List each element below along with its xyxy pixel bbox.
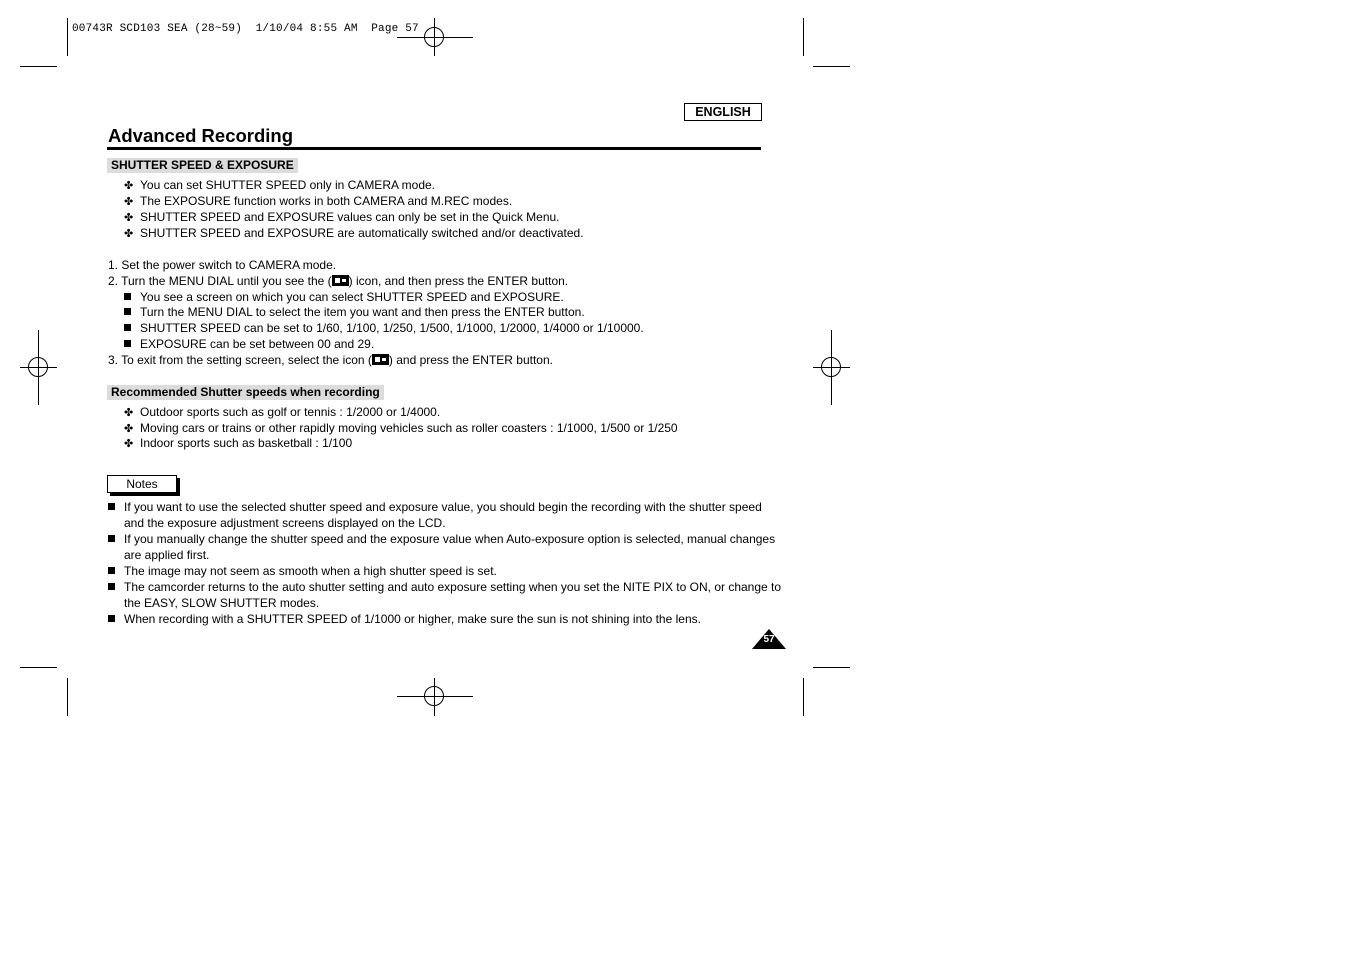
cross-bullet-icon: ✤: [124, 180, 134, 192]
cross-bullet-icon: ✤: [124, 212, 134, 224]
square-bullet-icon: [108, 503, 115, 510]
step-1: 1. Set the power switch to CAMERA mode.: [108, 258, 337, 272]
square-bullet-icon: [124, 308, 131, 315]
note-item: If you manually change the shutter speed and the exposure value when Auto-exposure option is selected, manual changes: [108, 532, 775, 547]
registration-mark-right: [821, 357, 841, 377]
list-item: ✤ Outdoor sports such as golf or tennis : 1/2000 or 1/4000.: [124, 405, 441, 419]
list-item: ✤ Moving cars or trains or other rapidly moving vehicles such as roller coasters : 1/1000, 1/500 or 1/250: [124, 421, 678, 435]
list-item: ✤ Indoor sports such as basketball : 1/100: [124, 436, 353, 450]
list-item: SHUTTER SPEED can be set to 1/60, 1/100, 1/250, 1/500, 1/1000, 1/2000, 1/4000 or 1/10000.: [124, 321, 644, 336]
section-heading-recommended: Recommended Shutter speeds when recording: [107, 385, 384, 400]
note-item-cont: are applied first.: [124, 548, 210, 562]
shutter-exposure-menu-icon: [332, 275, 349, 286]
print-slug: 00743R SCD103 SEA (28~59) 1/10/04 8:55 AM Page 57: [72, 23, 419, 35]
note-item: The image may not seem as smooth when a high shutter speed is set.: [108, 564, 497, 579]
list-item: ✤ The EXPOSURE function works in both CAMERA and M.REC modes.: [124, 194, 513, 208]
square-bullet-icon: [124, 293, 131, 300]
list-item: Turn the MENU DIAL to select the item you want and then press the ENTER button.: [124, 305, 585, 320]
square-bullet-icon: [108, 615, 115, 622]
square-bullet-icon: [124, 324, 131, 331]
notes-label: Notes: [107, 475, 177, 493]
note-item: When recording with a SHUTTER SPEED of 1/1000 or higher, make sure the sun is not shining into the lens.: [108, 612, 701, 627]
section-heading-shutter-exposure: SHUTTER SPEED & EXPOSURE: [107, 158, 298, 173]
shutter-exposure-menu-icon: [372, 354, 389, 365]
registration-mark-bottom: [424, 686, 444, 706]
square-bullet-icon: [108, 535, 115, 542]
registration-mark-top: [424, 27, 444, 47]
square-bullet-icon: [108, 583, 115, 590]
list-item: ✤ SHUTTER SPEED and EXPOSURE are automatically switched and/or deactivated.: [124, 226, 584, 240]
square-bullet-icon: [108, 567, 115, 574]
list-item: ✤ SHUTTER SPEED and EXPOSURE values can only be set in the Quick Menu.: [124, 210, 560, 224]
cross-bullet-icon: ✤: [124, 438, 134, 450]
note-item-cont: and the exposure adjustment screens displayed on the LCD.: [124, 516, 446, 530]
note-item: The camcorder returns to the auto shutter setting and auto exposure setting when you set the NITE PIX to ON, or change to: [108, 580, 781, 595]
list-item: ✤ You can set SHUTTER SPEED only in CAMERA mode.: [124, 178, 436, 192]
cross-bullet-icon: ✤: [124, 196, 134, 208]
list-item: You see a screen on which you can select SHUTTER SPEED and EXPOSURE.: [124, 290, 564, 305]
note-item-cont: the EASY, SLOW SHUTTER modes.: [124, 596, 320, 610]
step-2: 2. Turn the MENU DIAL until you see the ( ) icon, and then press the ENTER button.: [108, 274, 569, 288]
square-bullet-icon: [124, 340, 131, 347]
step-3: 3. To exit from the setting screen, select the icon ( ) and press the ENTER button.: [108, 353, 553, 367]
registration-mark-left: [28, 357, 48, 377]
cross-bullet-icon: ✤: [124, 423, 134, 435]
language-badge: ENGLISH: [684, 103, 762, 121]
page-title: Advanced Recording: [108, 125, 294, 146]
page-number: 57: [763, 634, 775, 645]
title-rule: [107, 147, 761, 150]
note-item: If you want to use the selected shutter speed and exposure value, you should begin the recording with the shutter speed: [108, 500, 762, 515]
cross-bullet-icon: ✤: [124, 407, 134, 419]
list-item: EXPOSURE can be set between 00 and 29.: [124, 337, 374, 352]
cross-bullet-icon: ✤: [124, 228, 134, 240]
